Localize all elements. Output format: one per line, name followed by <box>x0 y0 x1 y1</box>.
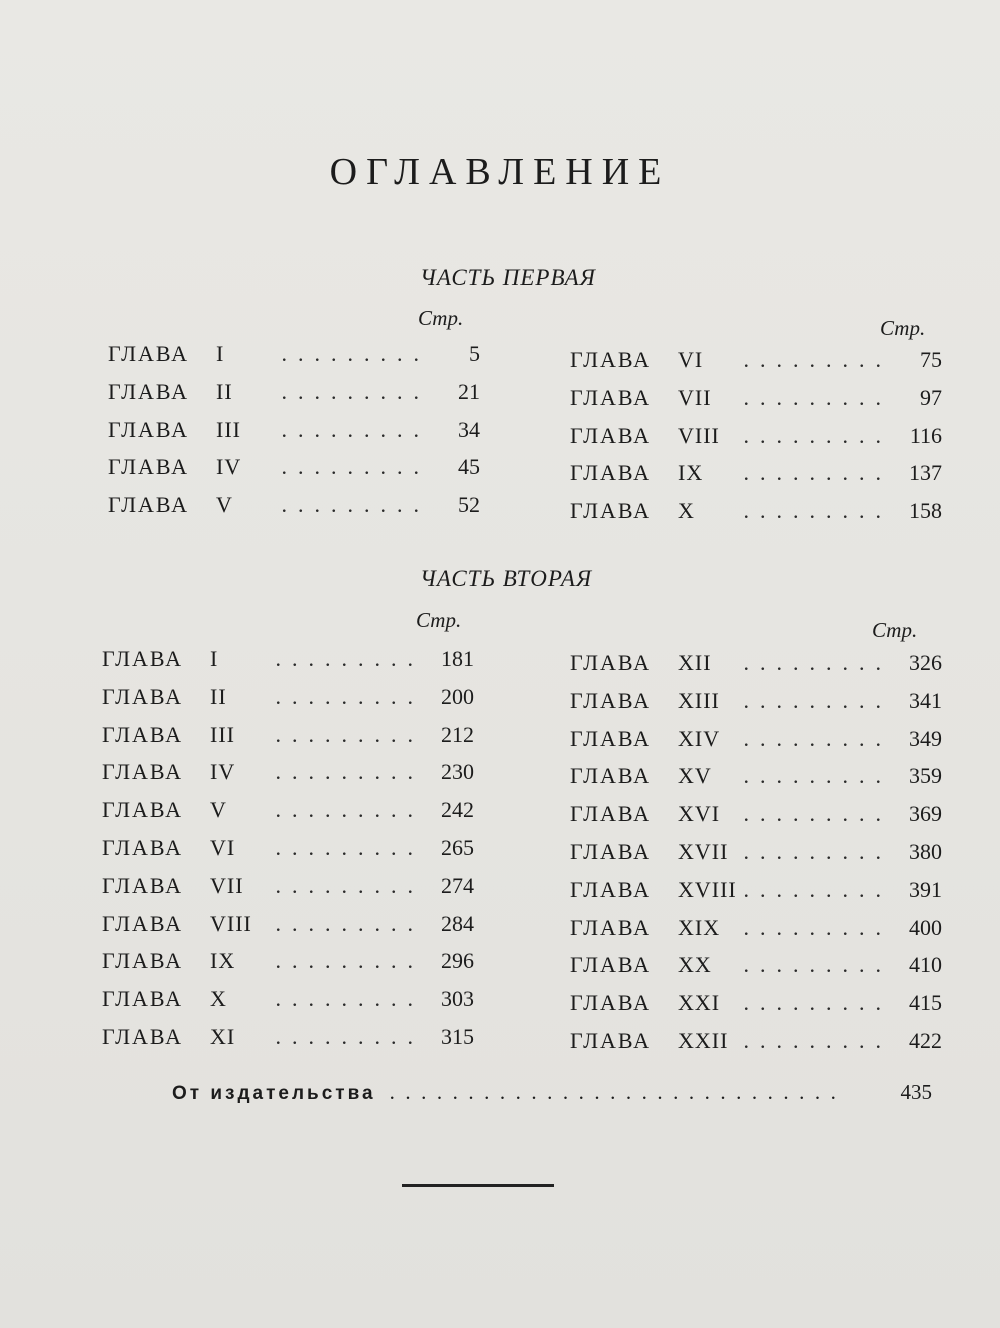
chapter-word: ГЛАВА <box>570 839 652 864</box>
chapter-word: ГЛАВА <box>102 835 184 860</box>
dot-leader <box>738 763 890 789</box>
toc-entry <box>102 986 474 1023</box>
chapter-page: 116 <box>909 422 942 448</box>
chapter-word: ГЛАВА <box>570 650 652 675</box>
chapter-number: III <box>210 721 235 747</box>
dot-leader <box>270 1024 422 1050</box>
chapter-number: XII <box>678 650 712 675</box>
chapter-page: 303 <box>441 986 474 1012</box>
chapter-page: 52 <box>458 492 480 518</box>
chapter-page: 181 <box>441 646 474 671</box>
dot-leader <box>738 877 890 903</box>
chapter-word: ГЛАВА <box>570 460 652 486</box>
toc-entry <box>102 797 474 834</box>
chapter-number: XXII <box>678 1028 729 1053</box>
chapter-page: 230 <box>441 759 474 785</box>
page-column-label-left: Стр. <box>418 306 464 330</box>
chapter-number: IX <box>210 948 236 974</box>
chapter-number: IV <box>216 454 242 480</box>
chapter-word: ГЛАВА <box>570 990 652 1016</box>
chapter-word: ГЛАВА <box>570 422 652 448</box>
chapter-page: 359 <box>909 763 942 789</box>
chapter-page: 137 <box>909 460 942 486</box>
chapter-page: 410 <box>909 952 942 978</box>
chapter-number: XX <box>678 952 712 978</box>
toc-entry <box>570 990 942 1027</box>
chapter-page: 415 <box>909 990 942 1016</box>
dot-leader <box>276 454 428 480</box>
chapter-number: I <box>210 646 219 671</box>
dot-leader <box>276 492 428 518</box>
closing-rule <box>402 1184 554 1187</box>
toc-entry-publisher <box>172 1080 932 1105</box>
chapter-page: 265 <box>441 835 474 860</box>
chapter-page: 391 <box>909 876 942 902</box>
page-column-label-left: Стр. <box>416 608 462 632</box>
toc-entry <box>570 877 942 914</box>
chapter-number: III <box>216 416 241 442</box>
toc-entry <box>570 688 942 725</box>
chapter-page: 242 <box>441 797 474 823</box>
chapter-page: 21 <box>458 378 480 404</box>
toc-entry <box>570 347 942 384</box>
chapter-page: 422 <box>909 1028 942 1053</box>
chapter-number: IV <box>210 759 236 785</box>
chapter-number: II <box>210 683 227 709</box>
toc-entry <box>570 650 942 687</box>
chapter-word: ГЛАВА <box>570 801 652 827</box>
chapter-number: VII <box>210 872 244 898</box>
chapter-number: XIV <box>678 725 721 751</box>
chapter-word: ГЛАВА <box>102 721 184 747</box>
dot-leader <box>738 952 890 978</box>
chapter-page: 349 <box>909 725 942 751</box>
chapter-word: ГЛАВА <box>570 384 652 410</box>
part-heading-2: ЧАСТЬ ВТОРАЯ <box>420 566 593 591</box>
chapter-word: ГЛАВА <box>108 378 190 404</box>
toc-entry <box>102 835 474 872</box>
toc-entry <box>102 1024 474 1061</box>
chapter-number: XI <box>210 1024 236 1049</box>
toc-entry <box>570 498 942 535</box>
dot-leader <box>738 498 890 524</box>
chapter-page: 97 <box>920 384 942 410</box>
chapter-word: ГЛАВА <box>102 948 184 974</box>
chapter-number: I <box>216 341 225 366</box>
chapter-page: 380 <box>909 839 942 864</box>
toc-entry <box>102 722 474 759</box>
dot-leader <box>390 1080 876 1105</box>
chapter-page: 200 <box>441 683 474 709</box>
dot-leader <box>738 915 890 941</box>
chapter-number: XXI <box>678 990 721 1016</box>
toc-entry <box>570 423 942 460</box>
chapter-page: 315 <box>441 1024 474 1049</box>
toc-entry <box>102 759 474 796</box>
chapter-number: II <box>216 378 233 404</box>
chapter-word: ГЛАВА <box>570 876 652 902</box>
chapter-word: ГЛАВА <box>102 646 184 671</box>
chapter-word: ГЛАВА <box>108 454 190 480</box>
dot-leader <box>738 423 890 449</box>
toc-entry <box>570 460 942 497</box>
toc-entry <box>570 763 942 800</box>
dot-leader <box>270 835 422 861</box>
chapter-word: ГЛАВА <box>570 952 652 978</box>
dot-leader <box>738 1028 890 1054</box>
toc-entry <box>570 915 942 952</box>
dot-leader <box>270 911 422 937</box>
chapter-number: XIX <box>678 914 721 940</box>
chapter-number: VII <box>678 384 712 410</box>
toc-entry-page: 435 <box>900 1080 932 1104</box>
chapter-page: 341 <box>909 687 942 713</box>
chapter-number: XIII <box>678 687 720 713</box>
chapter-word: ГЛАВА <box>570 725 652 751</box>
chapter-word: ГЛАВА <box>102 683 184 709</box>
dot-leader <box>738 801 890 827</box>
part-heading-1: ЧАСТЬ ПЕРВАЯ <box>420 265 596 290</box>
toc-entry <box>108 492 480 529</box>
chapter-word: ГЛАВА <box>102 872 184 898</box>
chapter-word: ГЛАВА <box>102 1024 184 1049</box>
toc-entry <box>102 873 474 910</box>
page-title: ОГЛАВЛЕНИЕ <box>329 151 671 193</box>
toc-entry <box>108 341 480 378</box>
chapter-number: V <box>210 797 227 823</box>
dot-leader <box>270 948 422 974</box>
chapter-number: V <box>216 492 233 518</box>
toc-entry <box>570 385 942 422</box>
chapter-page: 45 <box>458 454 480 480</box>
toc-entry <box>108 379 480 416</box>
toc-entry <box>102 646 474 683</box>
dot-leader <box>270 986 422 1012</box>
chapter-page: 75 <box>920 347 942 372</box>
chapter-number: XV <box>678 763 712 789</box>
toc-entry <box>102 684 474 721</box>
page-column-label-right: Стр. <box>880 316 926 340</box>
toc-entry <box>570 839 942 876</box>
dot-leader <box>738 347 890 373</box>
chapter-word: ГЛАВА <box>570 1028 652 1053</box>
toc-entry <box>570 801 942 838</box>
chapter-word: ГЛАВА <box>102 910 184 936</box>
chapter-word: ГЛАВА <box>570 347 652 372</box>
chapter-number: VI <box>210 835 236 860</box>
page-column-label-right: Стр. <box>872 618 918 642</box>
dot-leader <box>270 873 422 899</box>
toc-entry <box>570 1028 942 1065</box>
chapter-word: ГЛАВА <box>108 341 190 366</box>
chapter-page: 212 <box>441 721 474 747</box>
dot-leader <box>270 722 422 748</box>
chapter-word: ГЛАВА <box>570 914 652 940</box>
chapter-page: 400 <box>909 914 942 940</box>
chapter-word: ГЛАВА <box>570 687 652 713</box>
chapter-word: ГЛАВА <box>570 498 652 524</box>
toc-entry <box>108 417 480 454</box>
chapter-number: VIII <box>678 422 720 448</box>
dot-leader <box>276 417 428 443</box>
chapter-number: VI <box>678 347 704 372</box>
chapter-page: 274 <box>441 872 474 898</box>
chapter-number: IX <box>678 460 704 486</box>
toc-entry <box>570 726 942 763</box>
chapter-number: VIII <box>210 910 252 936</box>
dot-leader <box>270 759 422 785</box>
chapter-word: ГЛАВА <box>570 763 652 789</box>
chapter-page: 158 <box>909 498 942 524</box>
chapter-number: X <box>678 498 695 524</box>
dot-leader <box>270 684 422 710</box>
dot-leader <box>276 379 428 405</box>
dot-leader <box>738 726 890 752</box>
dot-leader <box>270 646 422 672</box>
dot-leader <box>738 990 890 1016</box>
dot-leader <box>738 839 890 865</box>
chapter-page: 369 <box>909 801 942 827</box>
dot-leader <box>738 460 890 486</box>
chapter-word: ГЛАВА <box>108 416 190 442</box>
dot-leader <box>738 650 890 676</box>
chapter-word: ГЛАВА <box>102 986 184 1012</box>
dot-leader <box>738 385 890 411</box>
toc-entry <box>570 952 942 989</box>
toc-entry <box>102 948 474 985</box>
dot-leader <box>270 797 422 823</box>
toc-entry <box>102 911 474 948</box>
chapter-page: 326 <box>909 650 942 675</box>
chapter-number: X <box>210 986 227 1012</box>
chapter-page: 5 <box>469 341 480 366</box>
dot-leader <box>276 341 428 367</box>
chapter-word: ГЛАВА <box>108 492 190 518</box>
chapter-page: 34 <box>458 416 480 442</box>
chapter-word: ГЛАВА <box>102 759 184 785</box>
dot-leader <box>738 688 890 714</box>
chapter-number: XVIII <box>678 876 737 902</box>
chapter-page: 284 <box>441 910 474 936</box>
toc-entry-label: От издательства <box>172 1083 376 1104</box>
chapter-number: XVI <box>678 801 721 827</box>
chapter-page: 296 <box>441 948 474 974</box>
chapter-word: ГЛАВА <box>102 797 184 823</box>
toc-entry <box>108 454 480 491</box>
chapter-number: XVII <box>678 839 729 864</box>
